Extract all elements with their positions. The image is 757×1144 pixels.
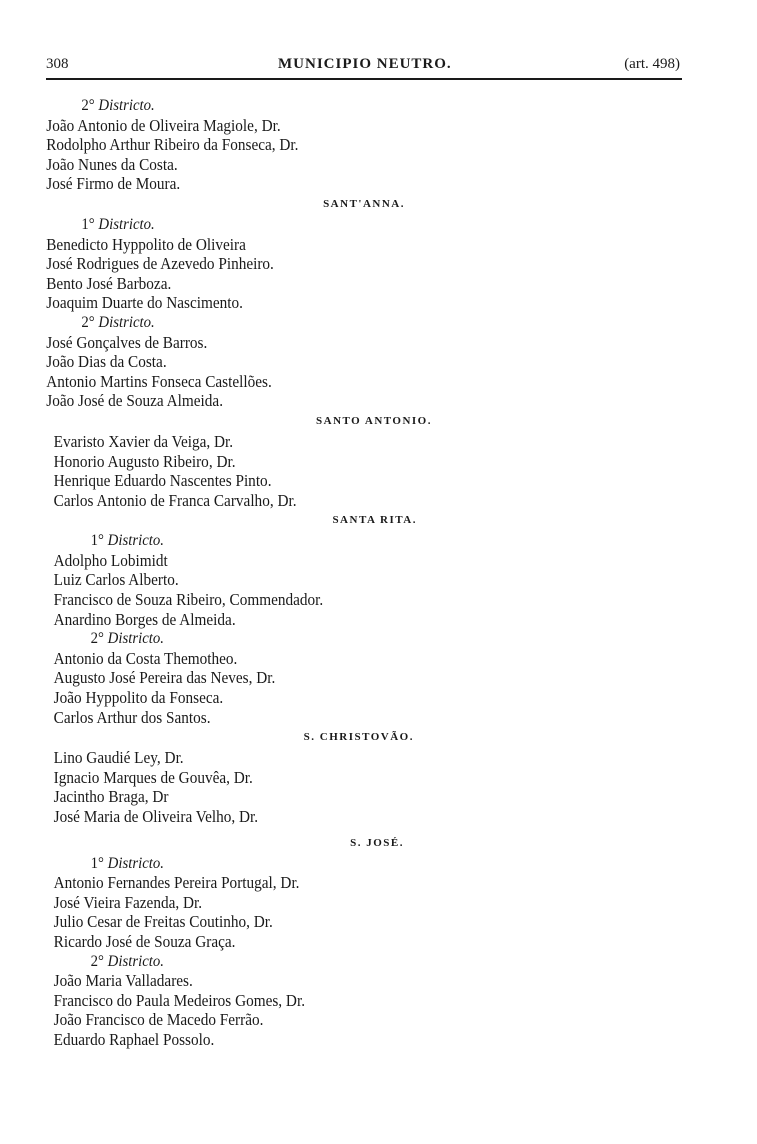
list-item: Carlos Arthur dos Santos. (53, 707, 211, 727)
list-item: João Nunes da Costa. (46, 154, 178, 174)
list-item: Eduardo Raphael Possolo. (53, 1029, 215, 1049)
list-item: Anardino Borges de Almeida. (53, 609, 236, 629)
list-item: Henrique Eduardo Nascentes Pinto. (53, 471, 272, 491)
section-heading-santo-antonio: SANTO ANTONIO. (316, 414, 432, 427)
page-header (46, 52, 682, 80)
list-item: Antonio Fernandes Pereira Portugal, Dr. (53, 873, 300, 893)
list-item: Julio Cesar de Freitas Coutinho, Dr. (53, 912, 273, 932)
section-heading-santanna: SANT'ANNA. (323, 197, 405, 210)
list-item: Benedicto Hyppolito de Oliveira (46, 234, 246, 254)
list-item: João Antonio de Oliveira Magiole, Dr. (46, 115, 281, 135)
list-item: João Maria Valladares. (53, 971, 193, 991)
electors-list (0, 96, 757, 1050)
list-item: João Dias da Costa. (46, 352, 167, 372)
list-item: Francisco do Paula Medeiros Gomes, Dr. (53, 990, 306, 1010)
list-item: Joaquim Duarte do Nascimento. (46, 293, 243, 313)
list-item: José Vieira Fazenda, Dr. (53, 892, 203, 912)
section-heading-sao-christovao: S. CHRISTOVÃO. (303, 731, 414, 744)
list-item: Antonio Martins Fonseca Castellões. (46, 371, 272, 391)
list-item: Francisco de Souza Ribeiro, Commendador. (53, 590, 324, 610)
district-heading: 2° Districto. (81, 313, 155, 331)
list-item: Bento José Barboza. (46, 273, 172, 293)
page-number: 308 (46, 56, 69, 72)
list-item: Carlos Antonio de Franca Carvalho, Dr. (53, 490, 297, 510)
district-heading: 2° Districto. (90, 630, 164, 648)
list-item: João Hyppolito da Fonseca. (53, 688, 224, 708)
list-item: José Rodrigues de Azevedo Pinheiro. (46, 254, 274, 274)
list-item: Lino Gaudié Ley, Dr. (53, 748, 184, 768)
list-item: Evaristo Xavier da Veiga, Dr. (53, 431, 234, 451)
list-item: José Firmo de Moura. (46, 174, 181, 194)
section-heading-sao-jose: S. JOSÉ. (350, 836, 404, 849)
district-heading: 2° Districto. (90, 952, 164, 970)
running-title: MUNICIPIO NEUTRO. (278, 56, 452, 72)
list-item: Luiz Carlos Alberto. (53, 570, 179, 590)
list-item: Augusto José Pereira das Neves, Dr. (53, 668, 276, 688)
list-item: Antonio da Costa Themotheo. (53, 648, 238, 668)
district-heading: 1° Districto. (90, 532, 164, 550)
list-item: José Gonçalves de Barros. (46, 332, 208, 352)
district-heading: 1° Districto. (90, 854, 164, 872)
list-item: Rodolpho Arthur Ribeiro da Fonseca, Dr. (46, 135, 299, 155)
list-item: José Maria de Oliveira Velho, Dr. (53, 807, 259, 826)
list-item: Jacintho Braga, Dr (53, 787, 169, 807)
section-heading-santa-rita: SANTA RITA. (332, 514, 417, 527)
district-heading: 2° Districto. (81, 97, 155, 114)
article-reference: (art. 498) (624, 56, 680, 72)
list-item: João Francisco de Macedo Ferrão. (53, 1010, 264, 1030)
list-item: Honorio Augusto Ribeiro, Dr. (53, 451, 236, 471)
list-item: Ignacio Marques de Gouvêa, Dr. (53, 767, 253, 787)
list-item: Ricardo José de Souza Graça. (53, 931, 236, 951)
list-item: João José de Souza Almeida. (46, 391, 224, 411)
district-heading: 1° Districto. (81, 215, 155, 233)
list-item: Adolpho Lobimidt (53, 550, 168, 570)
